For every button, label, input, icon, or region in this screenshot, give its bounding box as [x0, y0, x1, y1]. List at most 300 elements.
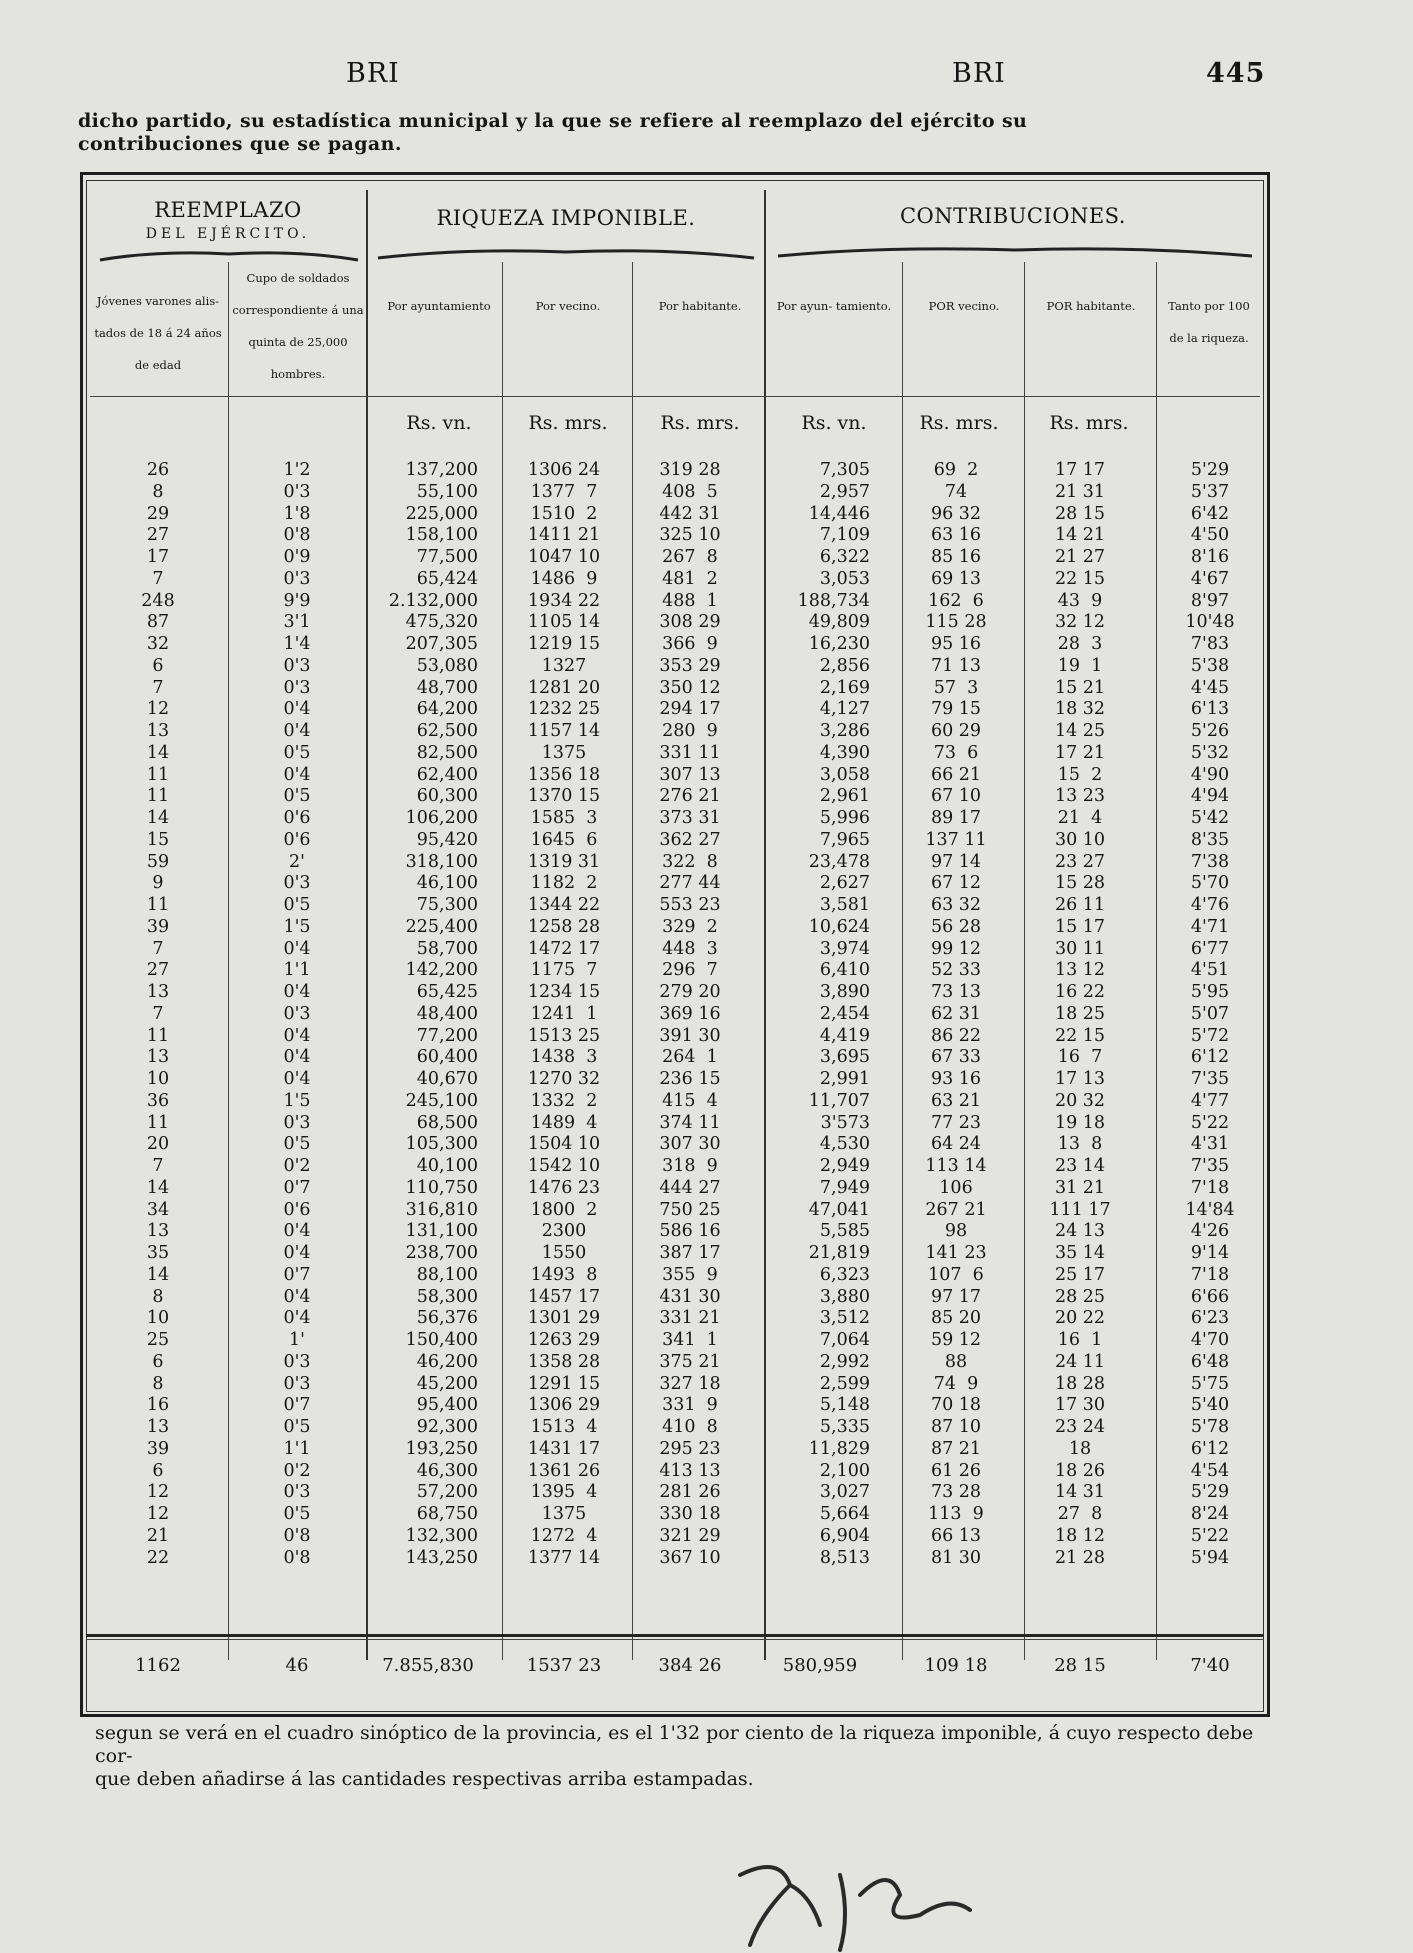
riqueza-title: RIQUEZA IMPONIBLE.	[436, 206, 696, 230]
cell-contrib-ayuntamiento: 3,058	[819, 764, 870, 785]
cell-riqueza-ayuntamiento: 95,420	[416, 829, 478, 850]
cell-cupo: 1'4	[283, 634, 311, 654]
cell-contrib-vecino: 67 12	[930, 873, 982, 894]
cell-riqueza-habitante: 355 9	[662, 1264, 718, 1285]
reemplazo-title: REEMPLAZO	[154, 198, 302, 222]
unit-label: Rs. mrs.	[1049, 412, 1129, 434]
cell-cupo: 0'3	[283, 1373, 311, 1394]
column-divider	[632, 262, 633, 1660]
cell-contrib-habitante: 14 21	[1054, 525, 1106, 546]
cell-jovenes: 14	[146, 808, 170, 828]
cell-jovenes: 7	[152, 938, 164, 959]
cell-contrib-habitante: 30 10	[1054, 829, 1106, 850]
cell-contrib-vecino: 87 10	[930, 1417, 982, 1437]
cell-riqueza-habitante: 444 27	[659, 1177, 721, 1198]
total-riqueza-habitante: 384 26	[658, 1655, 722, 1676]
cell-jovenes: 12	[146, 699, 170, 720]
cell-cupo: 9'9	[283, 590, 311, 611]
cell-riqueza-ayuntamiento: 64,200	[416, 699, 478, 720]
cell-cupo: 0'3	[283, 1003, 311, 1024]
cell-riqueza-ayuntamiento: 58,300	[416, 1286, 478, 1307]
cell-tanto-por-ciento: 7'35	[1190, 1156, 1230, 1176]
cell-riqueza-habitante: 350 12	[659, 677, 721, 698]
column-divider	[502, 262, 503, 1660]
cell-contrib-habitante: 13 8	[1057, 1134, 1103, 1155]
cell-riqueza-habitante: 415 4	[662, 1090, 718, 1111]
cell-contrib-ayuntamiento: 2,599	[819, 1373, 870, 1394]
cell-cupo: 1'2	[283, 460, 311, 480]
cell-riqueza-vecino: 1472 17	[527, 938, 601, 959]
cell-contrib-habitante: 15 28	[1054, 873, 1106, 894]
cell-contrib-habitante: 20 22	[1054, 1308, 1106, 1329]
cell-contrib-ayuntamiento: 6,322	[819, 547, 870, 567]
cell-contrib-habitante: 26 11	[1054, 895, 1106, 915]
cell-riqueza-habitante: 553 23	[659, 895, 721, 915]
cell-contrib-vecino: 67 10	[930, 786, 982, 807]
cell-contrib-vecino: 66 13	[930, 1525, 982, 1546]
cell-contrib-habitante: 21 27	[1054, 547, 1106, 567]
cell-tanto-por-ciento: 4'71	[1190, 916, 1230, 937]
cell-riqueza-ayuntamiento: 95,400	[416, 1395, 478, 1416]
cell-riqueza-ayuntamiento: 316,810	[405, 1199, 478, 1220]
cell-riqueza-vecino: 1332 2	[530, 1090, 598, 1111]
cell-tanto-por-ciento: 6'42	[1190, 503, 1230, 524]
cell-contrib-vecino: 93 16	[930, 1069, 982, 1089]
cell-cupo: 1'1	[283, 960, 311, 981]
cell-riqueza-vecino: 1241 1	[530, 1003, 598, 1024]
cell-contrib-ayuntamiento: 4,530	[819, 1134, 870, 1155]
cell-riqueza-habitante: 362 27	[659, 829, 721, 850]
cell-riqueza-vecino: 1510 2	[530, 503, 598, 524]
cell-riqueza-vecino: 1327	[541, 655, 587, 676]
cell-riqueza-ayuntamiento: 106,200	[405, 808, 478, 828]
cell-contrib-vecino: 73 6	[933, 742, 979, 763]
cell-contrib-ayuntamiento: 4,419	[819, 1025, 870, 1046]
header-rule	[90, 396, 1260, 397]
cell-contrib-vecino: 86 22	[930, 1025, 982, 1046]
cell-riqueza-ayuntamiento: 60,300	[416, 786, 478, 807]
cell-riqueza-ayuntamiento: 132,300	[405, 1525, 478, 1546]
cell-contrib-ayuntamiento: 14,446	[808, 503, 870, 524]
cell-tanto-por-ciento: 5'38	[1190, 655, 1230, 676]
cell-contrib-ayuntamiento: 7,064	[819, 1330, 870, 1350]
cell-riqueza-vecino: 1358 28	[527, 1351, 601, 1372]
cell-riqueza-vecino: 1219 15	[527, 634, 601, 654]
cell-jovenes: 12	[146, 1504, 170, 1524]
footer-line-1: segun se verá en el cuadro sinóptico de la provincia, es el 1'32 por ciento de la riqueza imponible, á cuyo respecto debe cor-	[95, 1722, 1254, 1767]
cell-contrib-ayuntamiento: 11,707	[808, 1090, 870, 1111]
cell-riqueza-ayuntamiento: 137,200	[405, 460, 478, 480]
cell-contrib-ayuntamiento: 6,904	[819, 1525, 870, 1546]
cell-jovenes: 13	[146, 1047, 170, 1068]
cell-cupo: 0'9	[283, 547, 311, 567]
cell-contrib-vecino: 73 13	[930, 982, 982, 1002]
cell-tanto-por-ciento: 7'38	[1190, 851, 1230, 872]
cell-contrib-habitante: 22 15	[1054, 568, 1106, 589]
cell-riqueza-habitante: 481 2	[662, 568, 718, 589]
cell-tanto-por-ciento: 8'16	[1190, 547, 1230, 567]
cell-riqueza-vecino: 1550	[541, 1243, 587, 1263]
cell-tanto-por-ciento: 7'18	[1190, 1264, 1230, 1285]
cell-riqueza-habitante: 322 8	[662, 851, 718, 872]
cell-riqueza-vecino: 1411 21	[527, 525, 601, 546]
cell-contrib-ayuntamiento: 5,148	[819, 1395, 870, 1416]
cell-jovenes: 32	[146, 634, 170, 654]
cell-riqueza-ayuntamiento: 48,400	[416, 1003, 478, 1024]
cell-riqueza-ayuntamiento: 131,100	[405, 1221, 478, 1242]
cell-contrib-ayuntamiento: 3'573	[820, 1112, 870, 1133]
cell-contrib-habitante: 17 21	[1054, 742, 1106, 763]
cell-contrib-habitante: 16 7	[1057, 1047, 1103, 1068]
cell-riqueza-habitante: 750 25	[659, 1199, 721, 1220]
cell-tanto-por-ciento: 6'66	[1190, 1286, 1230, 1307]
cell-contrib-habitante: 22 15	[1054, 1025, 1106, 1046]
cell-contrib-habitante: 17 30	[1054, 1395, 1106, 1416]
cell-riqueza-ayuntamiento: 158,100	[405, 525, 478, 546]
cell-contrib-ayuntamiento: 188,734	[797, 590, 870, 611]
cell-contrib-ayuntamiento: 4,127	[819, 699, 870, 720]
column-divider	[1156, 262, 1157, 1660]
cell-riqueza-habitante: 413 13	[659, 1460, 721, 1481]
cell-contrib-ayuntamiento: 16,230	[808, 634, 870, 654]
cell-contrib-habitante: 15 2	[1057, 764, 1103, 785]
cell-riqueza-vecino: 1361 26	[527, 1460, 601, 1481]
cell-jovenes: 39	[146, 1438, 170, 1459]
cell-contrib-habitante: 30 11	[1054, 938, 1106, 959]
cell-contrib-vecino: 57 3	[933, 677, 979, 698]
cell-riqueza-ayuntamiento: 207,305	[405, 634, 478, 654]
cell-riqueza-habitante: 276 21	[659, 786, 721, 807]
cell-riqueza-vecino: 1306 24	[527, 460, 601, 480]
cell-contrib-habitante: 16 1	[1057, 1330, 1103, 1350]
cell-cupo: 0'5	[283, 895, 311, 915]
cell-riqueza-vecino: 1513 4	[530, 1417, 598, 1437]
cell-riqueza-ayuntamiento: 105,300	[405, 1134, 478, 1155]
cell-jovenes: 9	[152, 873, 164, 894]
cell-jovenes: 21	[146, 1525, 170, 1546]
cell-contrib-vecino: 64 24	[930, 1134, 982, 1155]
cell-cupo: 0'5	[283, 786, 311, 807]
cell-contrib-vecino: 69 13	[930, 568, 982, 589]
cell-riqueza-ayuntamiento: 77,200	[416, 1025, 478, 1046]
cell-jovenes: 22	[146, 1547, 170, 1568]
cell-contrib-habitante: 18	[1068, 1438, 1092, 1459]
cell-riqueza-habitante: 374 11	[659, 1112, 721, 1133]
cell-contrib-habitante: 18 28	[1054, 1373, 1106, 1394]
cell-riqueza-ayuntamiento: 238,700	[405, 1243, 478, 1263]
cell-riqueza-ayuntamiento: 318,100	[405, 851, 478, 872]
cell-jovenes: 39	[146, 916, 170, 937]
cell-cupo: 0'5	[283, 1504, 311, 1524]
cell-riqueza-vecino: 1486 9	[530, 568, 598, 589]
cell-contrib-vecino: 59 12	[930, 1330, 982, 1350]
cell-jovenes: 11	[146, 786, 170, 807]
cell-riqueza-vecino: 1542 10	[527, 1156, 601, 1176]
cell-contrib-ayuntamiento: 2,169	[819, 677, 870, 698]
cell-contrib-habitante: 16 22	[1054, 982, 1106, 1002]
cell-contrib-vecino: 52 33	[930, 960, 982, 981]
cell-cupo: 0'5	[283, 1134, 311, 1155]
cell-tanto-por-ciento: 5'72	[1190, 1025, 1230, 1046]
cell-cupo: 0'5	[283, 1417, 311, 1437]
cell-jovenes: 11	[146, 895, 170, 915]
cell-contrib-vecino: 98	[944, 1221, 968, 1242]
cell-jovenes: 20	[146, 1134, 170, 1155]
cell-riqueza-ayuntamiento: 68,500	[416, 1112, 478, 1133]
cell-riqueza-vecino: 1175 7	[530, 960, 598, 981]
cell-jovenes: 13	[146, 721, 170, 741]
cell-cupo: 0'3	[283, 1112, 311, 1133]
cell-contrib-ayuntamiento: 5,585	[819, 1221, 870, 1242]
cell-tanto-por-ciento: 5'75	[1190, 1373, 1230, 1394]
cell-tanto-por-ciento: 7'83	[1190, 634, 1230, 654]
cell-contrib-vecino: 97 14	[930, 851, 982, 872]
cell-riqueza-habitante: 366 9	[662, 634, 718, 654]
cell-tanto-por-ciento: 5'40	[1190, 1395, 1230, 1416]
cell-riqueza-ayuntamiento: 225,400	[405, 916, 478, 937]
cell-riqueza-habitante: 281 26	[659, 1482, 721, 1503]
cell-riqueza-vecino: 1270 32	[527, 1069, 601, 1089]
cell-contrib-habitante: 23 24	[1054, 1417, 1106, 1437]
cell-contrib-vecino: 62 31	[930, 1003, 982, 1024]
cell-contrib-habitante: 13 23	[1054, 786, 1106, 807]
cell-tanto-por-ciento: 4'54	[1190, 1460, 1230, 1481]
cell-tanto-por-ciento: 9'14	[1190, 1243, 1230, 1263]
cell-jovenes: 27	[146, 960, 170, 981]
cell-tanto-por-ciento: 5'29	[1190, 1482, 1230, 1503]
cell-riqueza-ayuntamiento: 53,080	[416, 655, 478, 676]
cell-riqueza-ayuntamiento: 150,400	[405, 1330, 478, 1350]
cell-riqueza-ayuntamiento: 46,100	[416, 873, 478, 894]
unit-label: Rs. vn.	[406, 412, 472, 434]
cell-riqueza-ayuntamiento: 65,425	[416, 982, 478, 1002]
footer-text	[95, 1722, 1295, 1791]
total-riqueza-ayuntamiento: 7.855,830	[382, 1655, 474, 1676]
cell-riqueza-ayuntamiento: 142,200	[405, 960, 478, 981]
cell-riqueza-vecino: 1504 10	[527, 1134, 601, 1155]
cell-tanto-por-ciento: 4'94	[1190, 786, 1230, 807]
total-tanto-por-ciento: 7'40	[1190, 1655, 1230, 1676]
col-header-riqueza-vecino: Por vecino.	[535, 299, 601, 313]
cell-cupo: 0'3	[283, 1351, 311, 1372]
cell-contrib-vecino: 113 9	[928, 1504, 984, 1524]
cell-cupo: 0'4	[283, 1025, 311, 1046]
cell-riqueza-vecino: 1182 2	[530, 873, 598, 894]
cell-riqueza-vecino: 1232 25	[527, 699, 601, 720]
cell-tanto-por-ciento: 6'48	[1190, 1351, 1230, 1372]
cell-contrib-vecino: 89 17	[930, 808, 982, 828]
cell-contrib-vecino: 61 26	[930, 1460, 982, 1481]
cell-cupo: 0'4	[283, 699, 311, 720]
cell-tanto-por-ciento: 6'13	[1190, 699, 1230, 720]
cell-riqueza-ayuntamiento: 65,424	[416, 568, 478, 589]
cell-jovenes: 13	[146, 982, 170, 1002]
cell-tanto-por-ciento: 5'70	[1190, 873, 1230, 894]
cell-contrib-vecino: 67 33	[930, 1047, 982, 1068]
cell-riqueza-vecino: 1431 17	[527, 1438, 601, 1459]
cell-contrib-vecino: 77 23	[930, 1112, 982, 1133]
cell-contrib-habitante: 18 12	[1054, 1525, 1106, 1546]
cell-cupo: 0'4	[283, 982, 311, 1002]
cell-cupo: 0'8	[283, 1547, 311, 1568]
cell-contrib-habitante: 14 31	[1054, 1482, 1106, 1503]
cell-cupo: 0'8	[283, 525, 311, 546]
cell-jovenes: 26	[146, 460, 170, 480]
cell-cupo: 0'2	[283, 1156, 311, 1176]
cell-cupo: 0'5	[283, 742, 311, 763]
cell-riqueza-habitante: 264 1	[662, 1047, 718, 1068]
cell-cupo: 0'4	[283, 1047, 311, 1068]
cell-riqueza-vecino: 1489 4	[530, 1112, 598, 1133]
cell-riqueza-habitante: 586 16	[659, 1221, 721, 1242]
col-header-cupo: Cupo de soldados correspondiente á una quinta de 25,000 hombres.	[232, 271, 364, 381]
cell-contrib-vecino: 66 21	[930, 764, 982, 785]
cell-cupo: 0'4	[283, 764, 311, 785]
cell-contrib-ayuntamiento: 5,335	[819, 1417, 870, 1437]
cell-contrib-vecino: 162 6	[928, 590, 984, 611]
cell-cupo: 0'6	[283, 829, 311, 850]
cell-riqueza-vecino: 1356 18	[527, 764, 601, 785]
cell-tanto-por-ciento: 6'12	[1190, 1438, 1230, 1459]
cell-riqueza-habitante: 307 13	[659, 764, 721, 785]
cell-tanto-por-ciento: 5'22	[1190, 1112, 1230, 1133]
cell-riqueza-habitante: 431 30	[659, 1286, 721, 1307]
cell-riqueza-habitante: 318 9	[662, 1156, 718, 1176]
cell-contrib-ayuntamiento: 2,627	[819, 873, 870, 894]
cell-riqueza-vecino: 1306 29	[527, 1395, 601, 1416]
cell-tanto-por-ciento: 8'35	[1190, 829, 1230, 850]
cell-contrib-habitante: 21 4	[1057, 808, 1103, 828]
cell-jovenes: 14	[146, 1177, 170, 1198]
cell-tanto-por-ciento: 5'29	[1190, 460, 1230, 480]
cell-cupo: 0'4	[283, 1069, 311, 1089]
cell-jovenes: 87	[146, 612, 170, 633]
cell-contrib-ayuntamiento: 2,957	[819, 481, 870, 502]
cell-jovenes: 11	[146, 1025, 170, 1046]
cell-contrib-habitante: 28 3	[1057, 634, 1103, 654]
cell-cupo: 2'	[289, 851, 305, 872]
cell-contrib-vecino: 63 32	[930, 895, 982, 915]
cell-contrib-habitante: 20 32	[1054, 1090, 1106, 1111]
unit-label: Rs. mrs.	[919, 412, 999, 434]
cell-riqueza-vecino: 1375	[541, 742, 587, 763]
total-contrib-ayuntamiento: 580,959	[782, 1655, 858, 1676]
cell-jovenes: 7	[152, 1156, 164, 1176]
cell-contrib-ayuntamiento: 2,992	[819, 1351, 870, 1372]
cell-contrib-ayuntamiento: 5,664	[819, 1504, 870, 1524]
cell-contrib-ayuntamiento: 7,109	[819, 525, 870, 546]
cell-contrib-habitante: 35 14	[1054, 1243, 1106, 1263]
cell-jovenes: 7	[152, 677, 164, 698]
cell-riqueza-ayuntamiento: 62,500	[416, 721, 478, 741]
cell-riqueza-vecino: 1934 22	[527, 590, 601, 611]
cell-contrib-vecino: 267 21	[925, 1199, 987, 1220]
cell-tanto-por-ciento: 4'90	[1190, 764, 1230, 785]
total-cupo: 46	[285, 1655, 309, 1676]
cell-riqueza-ayuntamiento: 75,300	[416, 895, 478, 915]
cell-jovenes: 7	[152, 1003, 164, 1024]
cell-jovenes: 248	[141, 590, 175, 611]
contribuciones-title: CONTRIBUCIONES.	[899, 204, 1126, 228]
cell-contrib-vecino: 85 16	[930, 547, 982, 567]
cell-tanto-por-ciento: 5'37	[1190, 481, 1230, 502]
cell-jovenes: 15	[146, 829, 170, 850]
cell-contrib-vecino: 63 21	[930, 1090, 982, 1111]
cell-tanto-por-ciento: 6'77	[1190, 938, 1230, 959]
cell-contrib-ayuntamiento: 47,041	[808, 1199, 870, 1220]
cell-cupo: 0'4	[283, 1308, 311, 1329]
cell-tanto-por-ciento: 4'70	[1190, 1330, 1230, 1350]
cell-contrib-ayuntamiento: 6,323	[819, 1264, 870, 1285]
cell-riqueza-vecino: 1291 15	[527, 1373, 601, 1394]
cell-contrib-habitante: 14 25	[1054, 721, 1106, 741]
cell-riqueza-vecino: 1395 4	[530, 1482, 598, 1503]
cell-contrib-ayuntamiento: 2,100	[819, 1460, 870, 1481]
cell-contrib-habitante: 19 1	[1057, 655, 1103, 676]
cell-contrib-ayuntamiento: 21,819	[808, 1243, 870, 1263]
cell-riqueza-habitante: 353 29	[659, 655, 721, 676]
cell-riqueza-vecino: 1476 23	[527, 1177, 601, 1198]
cell-contrib-vecino: 141 23	[925, 1243, 987, 1263]
cell-riqueza-ayuntamiento: 58,700	[416, 938, 478, 959]
cell-contrib-vecino: 63 16	[930, 525, 982, 546]
cell-riqueza-ayuntamiento: 2.132,000	[388, 590, 478, 611]
cell-jovenes: 16	[146, 1395, 170, 1416]
cell-cupo: 0'3	[283, 655, 311, 676]
column-divider	[902, 262, 903, 1660]
cell-jovenes: 59	[146, 851, 170, 872]
cell-jovenes: 10	[146, 1308, 170, 1329]
cell-riqueza-habitante: 331 11	[659, 742, 721, 763]
cell-riqueza-habitante: 375 21	[659, 1351, 721, 1372]
cell-riqueza-vecino: 1377 14	[527, 1547, 601, 1568]
cell-riqueza-vecino: 1800 2	[530, 1199, 598, 1220]
cell-jovenes: 29	[146, 503, 170, 524]
cell-cupo: 0'3	[283, 481, 311, 502]
cell-contrib-habitante: 24 11	[1054, 1351, 1106, 1372]
cell-contrib-vecino: 73 28	[930, 1482, 982, 1503]
cell-riqueza-ayuntamiento: 77,500	[416, 547, 478, 567]
reemplazo-subtitle: DEL EJÉRCITO.	[145, 226, 311, 242]
cell-riqueza-habitante: 280 9	[662, 721, 718, 741]
cell-jovenes: 7	[152, 568, 164, 589]
cell-cupo: 1'8	[283, 503, 311, 524]
cell-contrib-ayuntamiento: 5,996	[819, 808, 870, 828]
cell-cupo: 0'6	[283, 1199, 311, 1220]
cell-riqueza-ayuntamiento: 193,250	[405, 1438, 478, 1459]
cell-jovenes: 14	[146, 1264, 170, 1285]
cell-riqueza-vecino: 1513 25	[527, 1025, 601, 1046]
col-header-tanto-por-ciento: Tanto por 100 de la riqueza.	[1168, 299, 1250, 345]
group-divider	[366, 190, 368, 1660]
cell-riqueza-vecino: 1157 14	[527, 721, 601, 741]
totals-rule	[86, 1634, 1264, 1637]
cell-contrib-habitante: 21 31	[1054, 481, 1106, 502]
cell-cupo: 3'1	[283, 612, 311, 633]
cell-contrib-habitante: 25 17	[1054, 1264, 1106, 1285]
cell-contrib-vecino: 79 15	[930, 699, 982, 720]
cell-jovenes: 6	[152, 1460, 164, 1481]
cell-contrib-ayuntamiento: 7,965	[819, 829, 870, 850]
cell-contrib-ayuntamiento: 3,880	[819, 1286, 870, 1307]
cell-tanto-por-ciento: 5'42	[1190, 808, 1230, 828]
cell-riqueza-habitante: 408 5	[662, 481, 718, 502]
cell-riqueza-ayuntamiento: 46,200	[416, 1351, 478, 1372]
cell-riqueza-vecino: 1319 31	[527, 851, 601, 872]
cell-contrib-habitante: 21 28	[1054, 1547, 1106, 1568]
cell-tanto-por-ciento: 4'26	[1190, 1221, 1230, 1242]
intro-text: dicho partido, su estadística municipal y la que se refiere al reemplazo del ejército su contribuciones que se pagan.	[78, 110, 1028, 155]
